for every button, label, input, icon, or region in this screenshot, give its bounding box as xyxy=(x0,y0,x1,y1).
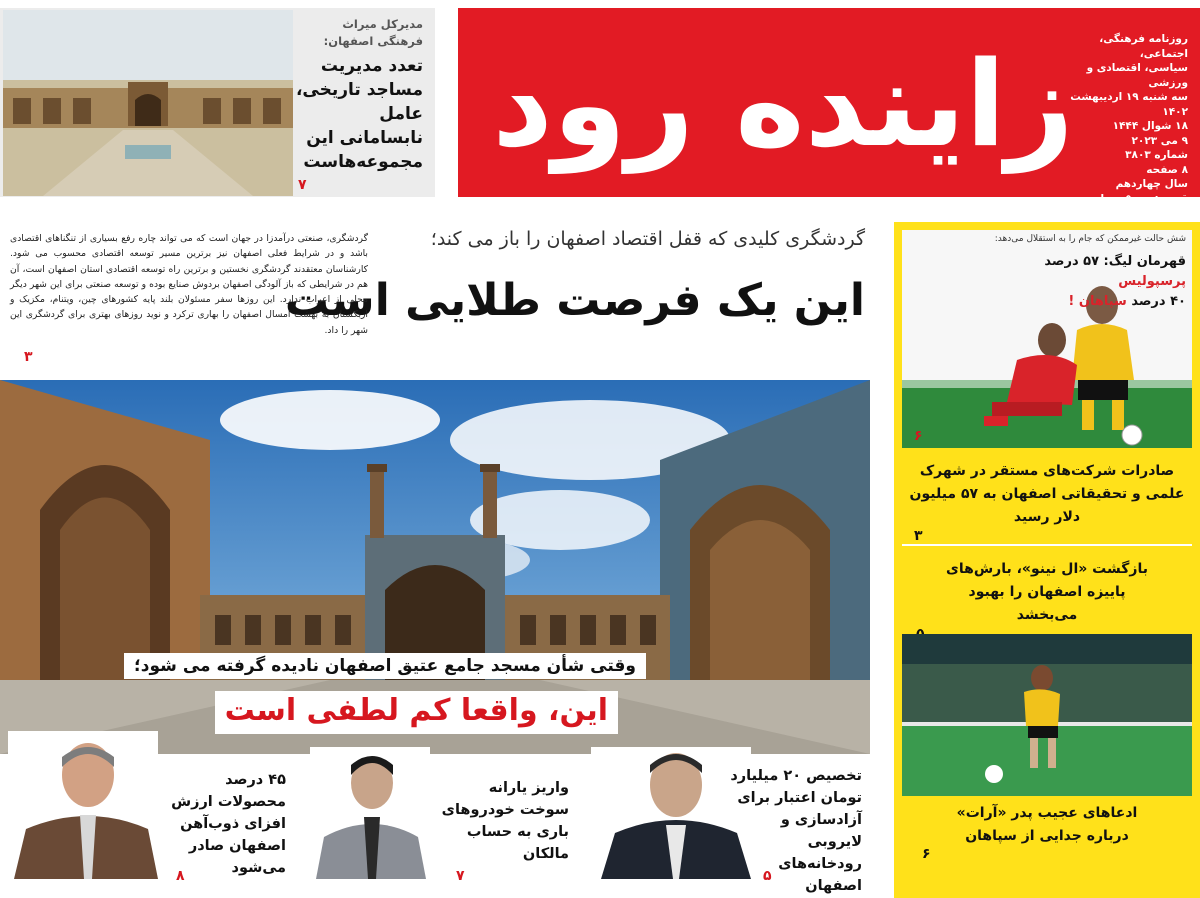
info-line: ۸ صفحه xyxy=(1146,163,1188,176)
sports-kicker: شش حالت غیرممکن که جام را به استقلال می‌دهد: xyxy=(994,234,1186,244)
bottom-story-text[interactable]: واریز یارانه سوخت خودروهای باری به حساب مالکان xyxy=(441,780,569,862)
page-number: ۶ xyxy=(914,428,923,444)
page-number: ۷ xyxy=(456,868,465,884)
divider xyxy=(902,544,1192,546)
team-sepahan: سپاهان xyxy=(1078,294,1127,309)
photo-story-kicker: وقتی شأن مسجد جامع عتیق اصفهان نادیده گرفته می شود؛ xyxy=(124,653,646,679)
lead-kicker: گردشگری کلیدی که قفل اقتصاد اصفهان را باز می کند؛ xyxy=(430,228,865,250)
sports-headline[interactable] xyxy=(1016,252,1186,312)
bottom-story xyxy=(300,755,583,898)
masthead-info xyxy=(1070,32,1188,206)
portrait-illustration xyxy=(310,747,430,879)
info-line: شماره ۳۸۰۳ xyxy=(1125,149,1188,161)
page-number: ۵ xyxy=(763,868,772,884)
team-persepolis: پرسپولیس xyxy=(1118,274,1186,289)
bottom-story-text[interactable]: تخصیص ۲۰ میلیارد تومان اعتبار برای آزادسازی و لایروبی رودخانه‌های اصفهان xyxy=(730,768,862,894)
side-story xyxy=(906,558,1188,628)
info-line: سیاسی، اقتصادی و ورزشی xyxy=(1086,62,1188,89)
bottom-story xyxy=(583,755,870,898)
top-story xyxy=(0,8,435,197)
mosque-courtyard-photo xyxy=(3,10,293,196)
sports-photo-frame xyxy=(902,230,1192,448)
child-photo-frame xyxy=(902,634,1192,796)
side-story-text[interactable]: صادرات شرکت‌های مستقر در شهرک علمی و تحقیقاتی اصفهان به ۵۷ میلیون دلار رسید xyxy=(909,463,1185,525)
bottom-story-text[interactable]: ۴۵ درصد محصولات ارزش افزای ذوب‌آهن اصفهان صادر می‌شود xyxy=(171,772,286,876)
photo-story-headline[interactable]: این، واقعا کم لطفی است xyxy=(215,691,618,734)
info-line: ۱۸ شوال ۱۴۴۴ xyxy=(1112,120,1188,132)
page-number: ۷ xyxy=(298,177,307,193)
sports-line1: قهرمان لیگ: ۵۷ درصد xyxy=(1044,254,1186,269)
info-line: سال چهاردهم xyxy=(1115,178,1188,190)
portrait-illustration xyxy=(8,731,158,879)
logo-text: زاینده رود xyxy=(492,34,1074,173)
info-line: روزنامه فرهنگی، اجتماعی، xyxy=(1099,33,1188,60)
lead-headline[interactable]: این یک فرصت طلایی است xyxy=(284,275,865,326)
side-story-text[interactable]: ادعاهای عجیب پدر «آرات» درباره جدایی از سپاهان xyxy=(956,805,1138,844)
info-line: ۹ می ۲۰۲۳ xyxy=(1131,134,1188,147)
side-story xyxy=(906,460,1188,544)
info-line: سه شنبه ۱۹ اردیبهشت ۱۴۰۲ xyxy=(1070,91,1188,118)
page-number: ۳ xyxy=(914,528,923,544)
bottom-strip xyxy=(0,755,870,898)
lead-summary: گردشگری، صنعتی درآمدزا در جهان است که می تواند چاره رفع بسیاری از تنگناهای اقتصادی باشد و در شرایط فعلی اصفهان نیز برترین مسیر توسعه اقتصادی محسوب می شود. کارشناسان معتقدند گردشگری نخستین و برترین راه توسعه اقتصادی استان اصفهان است، آن هم در شرایطی که باز آلودگی اصفهان بردوش صنایع بوده و توسعه صنعتی برای این شهر دیگر محلی از اعراب ندارد. این روزها سفر مسئولان بلند پایه کشورهای چین، ویتنام، مکزیک و ازبکستان به بهشت امسال اصفهان را بهاری ترکرد و نوید روزهای بهتری برای گردشگری این شهر را داد. xyxy=(10,233,368,336)
courtyard-illustration xyxy=(3,10,293,196)
page-number: ۳ xyxy=(24,349,33,365)
info-line: قیمت: ۵۰۰۰ تومان xyxy=(1091,192,1188,205)
masthead xyxy=(458,8,1200,205)
top-story-kicker: مدیرکل میراث فرهنگی اصفهان: xyxy=(323,17,423,48)
bottom-story xyxy=(0,755,300,898)
side-story xyxy=(906,802,1188,892)
official-portrait xyxy=(310,747,430,879)
page-number: ۶ xyxy=(922,846,931,862)
mosque-main-photo xyxy=(0,380,870,754)
logo xyxy=(483,16,1083,191)
top-story-headline[interactable]: تعدد مدیریت مساجد تاریخی، عامل نابسامانی این مجموعه‌هاست xyxy=(295,56,423,172)
page-number: ۸ xyxy=(176,868,185,884)
sports-column xyxy=(894,222,1200,898)
child-football-illustration xyxy=(902,634,1192,796)
lead-summary-box xyxy=(10,231,368,365)
sports-line2: ۴۰ درصد xyxy=(1131,294,1186,309)
top-story-text xyxy=(295,16,423,174)
exclamation-mark: ! xyxy=(1068,294,1075,309)
official-portrait xyxy=(8,731,158,879)
side-story-text[interactable]: بازگشت «ال نینو»، بارش‌های پاییزه اصفهان را بهبود می‌بخشد xyxy=(946,561,1148,623)
